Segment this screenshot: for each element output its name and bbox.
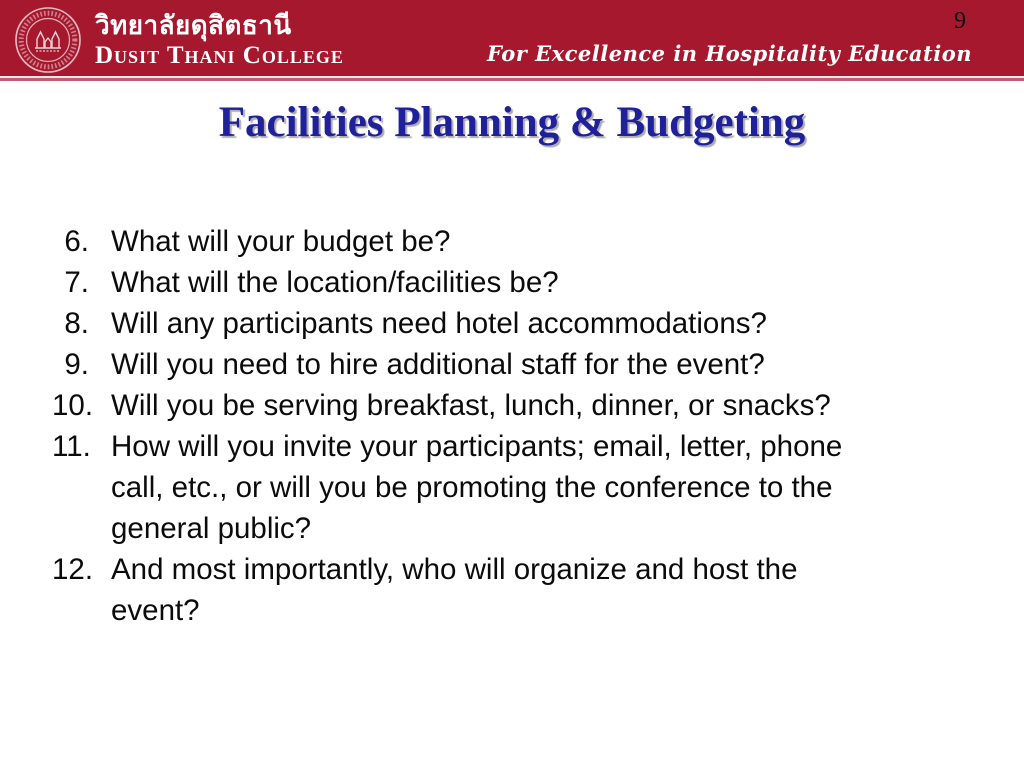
list-item bbox=[52, 262, 982, 303]
item-number: 12. bbox=[52, 553, 94, 586]
item-text bbox=[111, 221, 450, 262]
list-item bbox=[52, 549, 982, 631]
question-list bbox=[52, 221, 982, 631]
list-item bbox=[52, 426, 982, 549]
header-banner bbox=[0, 0, 1024, 76]
item-text-line: What will your budget be? bbox=[111, 225, 451, 258]
college-name-thai: วิทยาลัยดุสิตธานี bbox=[95, 11, 292, 41]
item-number: 8. bbox=[64, 307, 89, 340]
item-number: 6. bbox=[64, 225, 89, 258]
item-text-line: call, etc., or will you be promoting the conference to the bbox=[111, 471, 833, 504]
item-text bbox=[111, 426, 842, 549]
college-brand bbox=[95, 10, 344, 69]
item-number: 9. bbox=[64, 348, 89, 381]
list-item bbox=[52, 221, 982, 262]
item-text-line: general public? bbox=[111, 512, 312, 545]
item-text bbox=[111, 344, 765, 385]
item-text-line: How will you invite your participants; email, letter, phone bbox=[111, 430, 843, 463]
item-text-line: Will you be serving breakfast, lunch, dinner, or snacks? bbox=[111, 389, 831, 422]
item-text-line: What will the location/facilities be? bbox=[111, 266, 559, 299]
item-text bbox=[111, 385, 831, 426]
item-text bbox=[111, 549, 798, 631]
college-motto: For Excellence in Hospitality Education bbox=[486, 41, 972, 66]
item-text-line: Will you need to hire additional staff for the event? bbox=[111, 348, 765, 381]
item-number: 10. bbox=[52, 389, 94, 422]
item-text bbox=[111, 303, 767, 344]
slide-title: Facilities Planning & Budgeting bbox=[218, 99, 806, 146]
item-text bbox=[111, 262, 559, 303]
list-item bbox=[52, 385, 982, 426]
item-text-line: event? bbox=[111, 594, 200, 627]
item-text-line: And most importantly, who will organize and host the bbox=[111, 553, 798, 586]
item-text-line: Will any participants need hotel accommodations? bbox=[111, 307, 767, 340]
list-item bbox=[52, 303, 982, 344]
college-seal-icon bbox=[13, 3, 83, 75]
banner-divider-rose bbox=[0, 78, 1024, 81]
item-number: 11. bbox=[52, 430, 91, 463]
college-name-english: Dusit Thani College bbox=[95, 42, 344, 69]
list-item bbox=[52, 344, 982, 385]
item-number: 7. bbox=[64, 266, 89, 299]
slide-page-number: 9 bbox=[954, 8, 966, 34]
